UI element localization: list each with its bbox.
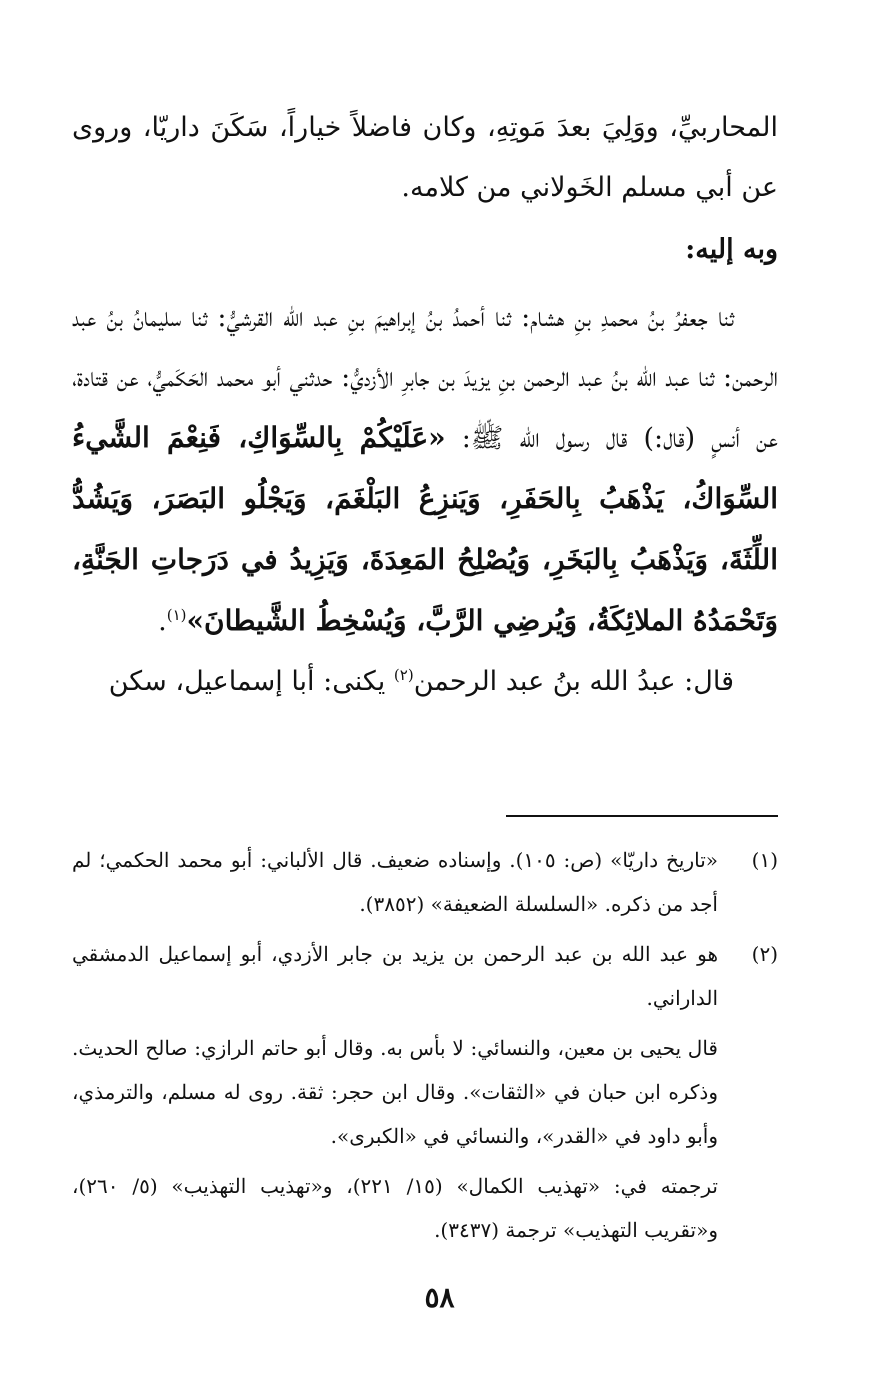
footnote-ref-2[interactable]: (٢) [393, 666, 414, 684]
footnote-text: هو عبد الله بن عبد الرحمن بن يزيد بن جابر الأزدي، أبو إسماعيل الدمشقي الداراني. [72, 942, 718, 1010]
narrator-text: قال: عبدُ الله بنُ عبد الرحمن [413, 666, 734, 697]
narrator-paragraph [72, 652, 778, 712]
footnote-2-paragraph: ترجمته في: «تهذيب الكمال» (١٥/ ٢٢١)، و«تهذيب التهذيب» (٥/ ٢٦٠)، و«تقريب التهذيب» ترجمة (٣٤٣٧). [72, 1174, 718, 1242]
footnote-text: «تاريخ داريّا» (ص: ١٠٥). وإسناده ضعيف. قال الألباني: أبو محمد الحكمي؛ لم أجد من ذكره. «السلسلة الضعيفة» (٣٨٥٢). [72, 848, 718, 916]
footnote-number: (١) [751, 848, 778, 872]
footnote-number: (٢) [751, 942, 778, 966]
footnote-1 [72, 838, 778, 926]
footnote-ref-1[interactable]: (١) [166, 606, 187, 624]
footnote-2-paragraph: قال يحيى بن معين، والنسائي: لا بأس به. وقال أبو حاتم الرازي: صالح الحديث. وذكره ابن حبان في «الثقات». وقال ابن حجر: ثقة. روى له مسلم، والترمذي، وأبو داود في «القدر»، والنسائي في «الكبرى». [72, 1036, 718, 1148]
narrator-text-continued: يكنى: أبا إسماعيل، سكن [108, 666, 394, 697]
main-text [72, 98, 778, 712]
section-heading: وبه إليه: [685, 234, 778, 265]
footnote-separator [506, 815, 778, 817]
hadith-text: «عَلَيْكُمْ بِالسِّوَاكِ، فَنِعْمَ الشَّيءُ السِّوَاكُ، يَذْهَبُ بِالحَفَرِ، وَيَنزِعُ البَلْغَمَ، وَيَجْلُو البَصَرَ، وَيَشُدُّ اللِّثَةَ، وَيَذْهَبُ بِالبَخَرِ، وَيُصْلِحُ المَعِدَةَ، وَيَزِيدُ في دَرَجاتِ الجَنَّةِ، وَتَحْمَدُهُ الملائِكَةُ، وَيُرضِي الرَّبَّ، وَيُسْخِطُ الشَّيطانَ» [72, 421, 778, 637]
isnad-text: ثنا جعفرُ بنُ محمدِ بنِ هشام: ثنا أحمدُ بنُ إبراهيمَ بنِ عبد الله القرشيُّ: ثنا سليمانُ بنُ عبد الرحمن: ثنا عبد الله بنُ عبد الرحمن بنِ يزيدَ بن جابرِ الأزديُّ: حدثني أبو محمد الحَكَميُّ، عن قتادة، عن أنسٍ (قال:) قال رسول الله ﷺ: [72, 302, 778, 454]
footnotes [72, 838, 778, 1252]
hadith-paragraph [72, 288, 778, 652]
footnote-2 [72, 932, 778, 1020]
hadith-end-punct: . [158, 606, 167, 637]
paragraph-continuation: المحاربيِّ، ووَلِيَ بعدَ مَوتِهِ، وكان فاضلاً خياراً، سَكَنَ داريّا، وروى عن أبي مسلم الخَولاني من كلامه. [72, 112, 778, 203]
page-number: ٥٨ [424, 1281, 455, 1314]
